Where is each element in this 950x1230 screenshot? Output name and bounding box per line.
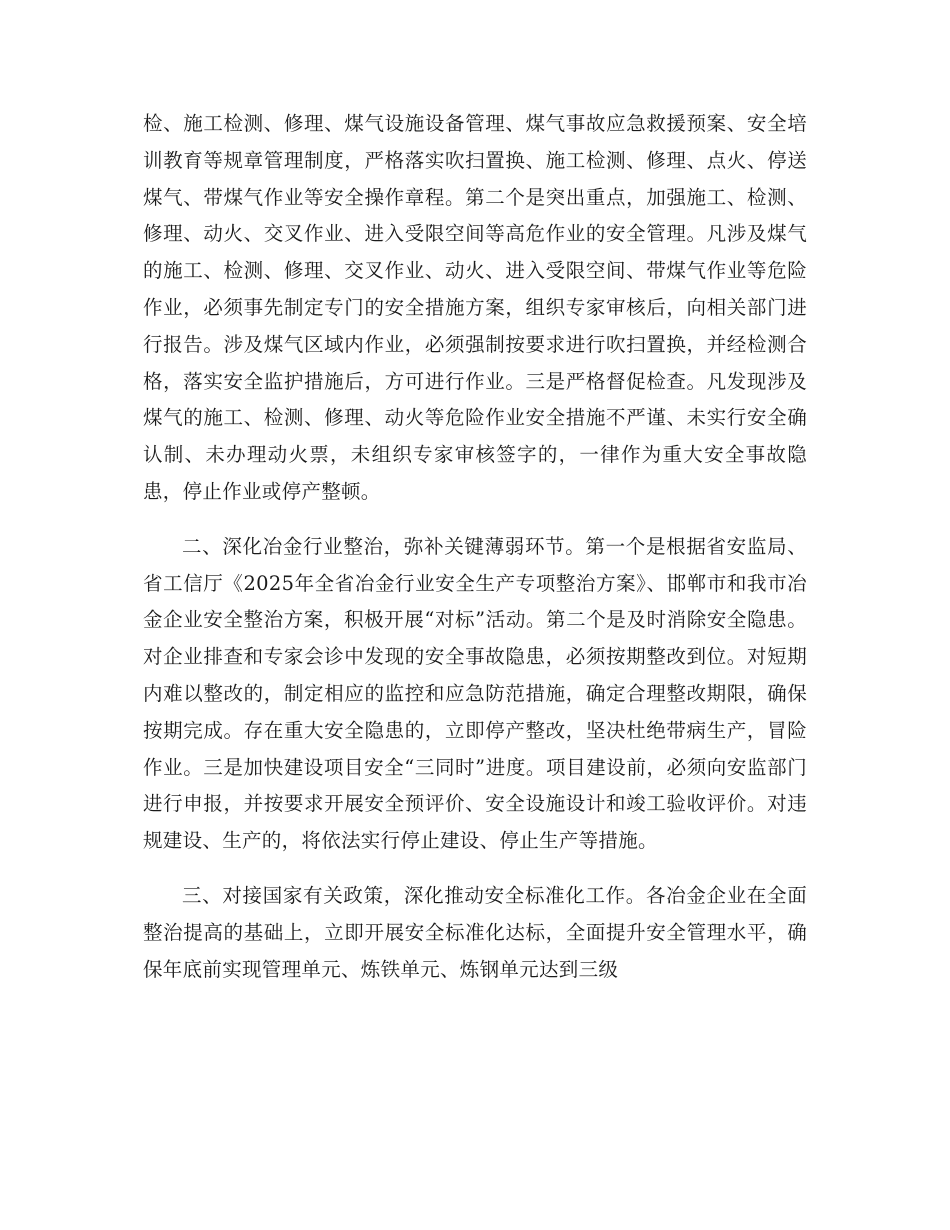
paragraph-section-two: 二、深化冶金行业整治，弥补关键薄弱环节。第一个是根据省安监局、省工信厅《2025年全省冶金行业安全生产专项整治方案》、邯郸市和我市冶金企业安全整治方案，积极开展“对标”活动。第二个是及时消除安全隐患。对企业排查和专家会诊中发现的安全事故隐患，必须按期整改到位。对短期内难以整改的，制定相应的监控和应急防范措施，确定合理整改期限，确保按期完成。存在重大安全隐患的，立即停产整改，坚决杜绝带病生产，冒险作业。三是加快建设项目安全“三同时”进度。项目建设前，必须向安监部门进行申报，并按要求开展安全预评价、安全设施设计和竣工验收评价。对违规建设、生产的，将依法实行停止建设、停止生产等措施。 <box>143 534 807 853</box>
paragraph-section-three: 三、对接国家有关政策，深化推动安全标准化工作。各冶金企业在全面整治提高的基础上，立即开展安全标准化达标，全面提升安全管理水平，确保年底前实现管理单元、炼铁单元、炼钢单元达到三级 <box>143 883 807 981</box>
document-body <box>143 106 807 988</box>
paragraph-continuation: 检、施工检测、修理、煤气设施设备管理、煤气事故应急救援预案、安全培训教育等规章管理制度，严格落实吹扫置换、施工检测、修理、点火、停送煤气、带煤气作业等安全操作章程。第二个是突出重点，加强施工、检测、修理、动火、交叉作业、进入受限空间等高危作业的安全管理。凡涉及煤气的施工、检测、修理、交叉作业、动火、进入受限空间、带煤气作业等危险作业，必须事先制定专门的安全措施方案，组织专家审核后，向相关部门进行报告。涉及煤气区域内作业，必须强制按要求进行吹扫置换，并经检测合格，落实安全监护措施后，方可进行作业。三是严格督促检查。凡发现涉及煤气的施工、检测、修理、动火等危险作业安全措施不严谨、未实行安全确认制、未办理动火票，未组织专家审核签字的，一律作为重大安全事故隐患，停止作业或停产整顿。 <box>143 112 807 503</box>
